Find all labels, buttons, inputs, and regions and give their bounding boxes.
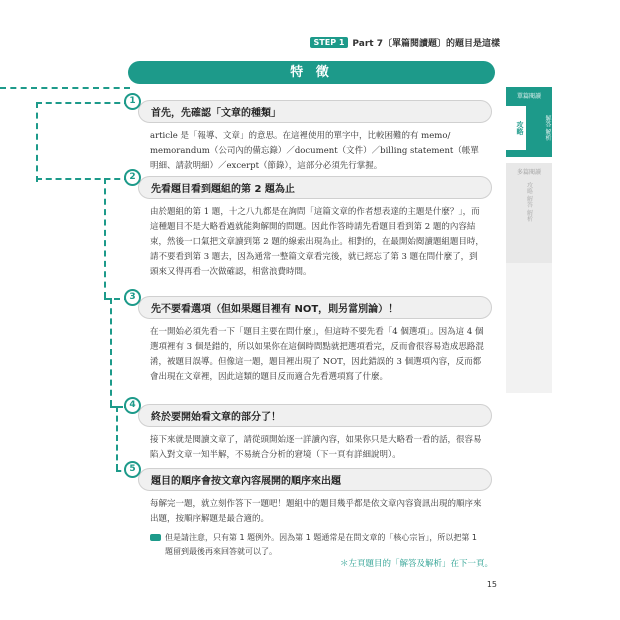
section-4 [129, 400, 492, 463]
section-title: 題目的順序會按文章內容展開的順序來出題 [138, 468, 492, 491]
section-body: 由於題組的第 1 題，十之八九都是在詢問「這篇文章的作者想表達的主題是什麼？」，而這種題目不是大略看過就能夠解開的問題。因此作答時請先看題目看到第 2 題的內容結束，然後一口氣把文章讀到第 2 題的線索出現為止。相對的，在最開始閱讀題組題目時，請不要看到第 3 題去，因為通常一整篇文章看完後，就已經忘了第 3 題在問什麼了，到頭來又得再看一次做確認，相當浪費時間。 [150, 207, 484, 277]
step-badge: STEP 1 [310, 37, 349, 48]
tab-filler [506, 263, 552, 393]
section-body: article 是「報導、文章」的意思。在這裡使用的單字中，比較困難的有 memo/ memorandum（公司內的備忘錄）／document（文件）／billing statement（帳單明細、請款明細）／excerpt（節錄），這部分必須先行掌握。 [150, 131, 479, 171]
tab-multi-reading[interactable] [506, 163, 552, 263]
dashed-connector [36, 102, 130, 104]
dashed-connector [36, 102, 38, 182]
step-number: 5 [124, 461, 141, 478]
dashed-connector [104, 178, 106, 298]
dashed-connector [116, 406, 118, 470]
tab-label: 單篇閱讀 [516, 93, 541, 100]
page-number: 15 [486, 580, 497, 589]
section-title: 先看題目看到題組的第 2 題為止 [138, 176, 492, 199]
dashed-line-top [0, 87, 130, 89]
section-body: 接下來就是閱讀文章了，請從頭開始逐一詳讀內容，如果你只是大略看一看的話，很容易陷入對文章一知半解，不易統合分析的窘境（下一頁有詳細說明）。 [150, 435, 482, 460]
page-header [310, 36, 500, 49]
section-title: 終於要開始看文章的部分了！ [138, 404, 492, 427]
step-number: 4 [124, 397, 141, 414]
step-number: 1 [124, 93, 141, 110]
section-3 [129, 292, 492, 385]
note-text: 但是請注意，只有第 1 題例外。因為第 1 題通常是在問文章的「核心宗旨」，所以把第 1 題留到最後再來回答就可以了。 [165, 533, 477, 556]
tab-label: 多篇閱讀 [516, 169, 541, 176]
section-title: 先不要看選項（但如果題目裡有 NOT，則另當別論）！ [138, 296, 492, 319]
section-note [132, 527, 492, 559]
tab-subitems[interactable]: 攻略 解答 解析 [525, 182, 533, 222]
features-banner: 特 徵 [128, 61, 495, 84]
section-1 [129, 96, 492, 174]
section-body: 在一開始必須先看一下「題目主要在問什麼」，但這時不要先看「4 個選項」。因為這 4 個選項裡有 3 個是錯的，所以如果你在這個時間點就把選項看完，反而會很容易造成思路混淆，被題目誤導。但像這一題，題目裡出現了 NOT，因此錯誤的 3 個選項內容，反而都會出現在文章裡，因此這類的題目反而適合先看選項寫了什麼。 [150, 327, 484, 382]
tab-single-reading[interactable] [506, 87, 552, 157]
step-number: 3 [124, 289, 141, 306]
tab-answers[interactable]: 解答 解析 [544, 115, 551, 141]
header-title: Part 7〔單篇閱讀題〕的題目是這樣 [352, 39, 500, 49]
section-5 [129, 464, 492, 559]
footer-note: ＊左頁題目的「解答及解析」在下一頁。 [339, 559, 493, 569]
pencil-icon [150, 534, 161, 541]
section-2 [129, 172, 492, 280]
dashed-connector [110, 298, 112, 406]
side-tabs [506, 87, 552, 393]
tab-strategy[interactable]: 攻略 [506, 106, 526, 150]
step-number: 2 [124, 169, 141, 186]
section-title: 首先，先確認「文章的種類」 [138, 100, 492, 123]
dashed-connector [36, 178, 130, 180]
section-body: 每解完一題，就立刻作答下一題吧！題組中的題目幾乎都是依文章內容資訊出現的順序來出題，按順序解題是最合適的。 [150, 499, 482, 524]
